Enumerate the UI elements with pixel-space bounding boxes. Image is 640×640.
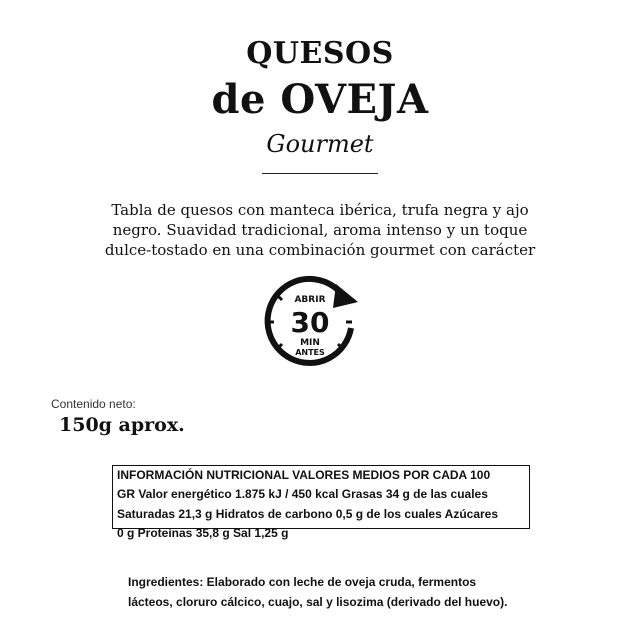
badge-min-text: MIN xyxy=(300,338,320,348)
ingredients-text xyxy=(128,572,548,612)
title-quesos: QUESOS xyxy=(246,36,394,71)
description-line: Tabla de quesos con manteca ibérica, trufa negra y ajo xyxy=(111,201,529,219)
nutrition-line: 0 g Proteínas 35,8 g Sal 1,25 g xyxy=(117,525,289,540)
description-line: negro. Suavidad tradicional, aroma intenso y un toque xyxy=(112,221,528,239)
badge-antes-text: ANTES xyxy=(295,348,325,357)
title-de-oveja: de OVEJA xyxy=(211,76,429,123)
ingredients-line: lácteos, cloruro cálcico, cuajo, sal y lisozima (derivado del huevo). xyxy=(128,595,508,609)
open-before-badge xyxy=(258,270,362,374)
ingredients-line: Ingredientes: Elaborado con leche de oveja cruda, fermentos xyxy=(128,575,477,589)
nutrition-line: GR Valor energético 1.875 kJ / 450 kcal Grasas 34 g de las cuales xyxy=(117,487,488,502)
arrow-head xyxy=(333,284,358,308)
nutrition-line: Saturadas 21,3 g Hidratos de carbono 0,5 g de los cuales Azúcares xyxy=(117,506,499,521)
subtitle-gourmet: Gourmet xyxy=(266,130,374,158)
clock-arrow-icon xyxy=(258,270,362,374)
nutrition-line: INFORMACIÓN NUTRICIONAL VALORES MEDIOS POR CADA 100 xyxy=(117,468,491,482)
product-description xyxy=(100,200,540,260)
nutrition-info-box xyxy=(112,465,530,540)
badge-top-text: ABRIR xyxy=(294,295,326,305)
net-content-value: 150g aprox. xyxy=(59,414,185,436)
net-content-label: Contenido neto: xyxy=(51,397,136,411)
badge-number: 30 xyxy=(290,306,330,339)
description-line: dulce-tostado en una combinación gourmet con carácter xyxy=(104,241,536,259)
title-divider xyxy=(262,173,378,174)
